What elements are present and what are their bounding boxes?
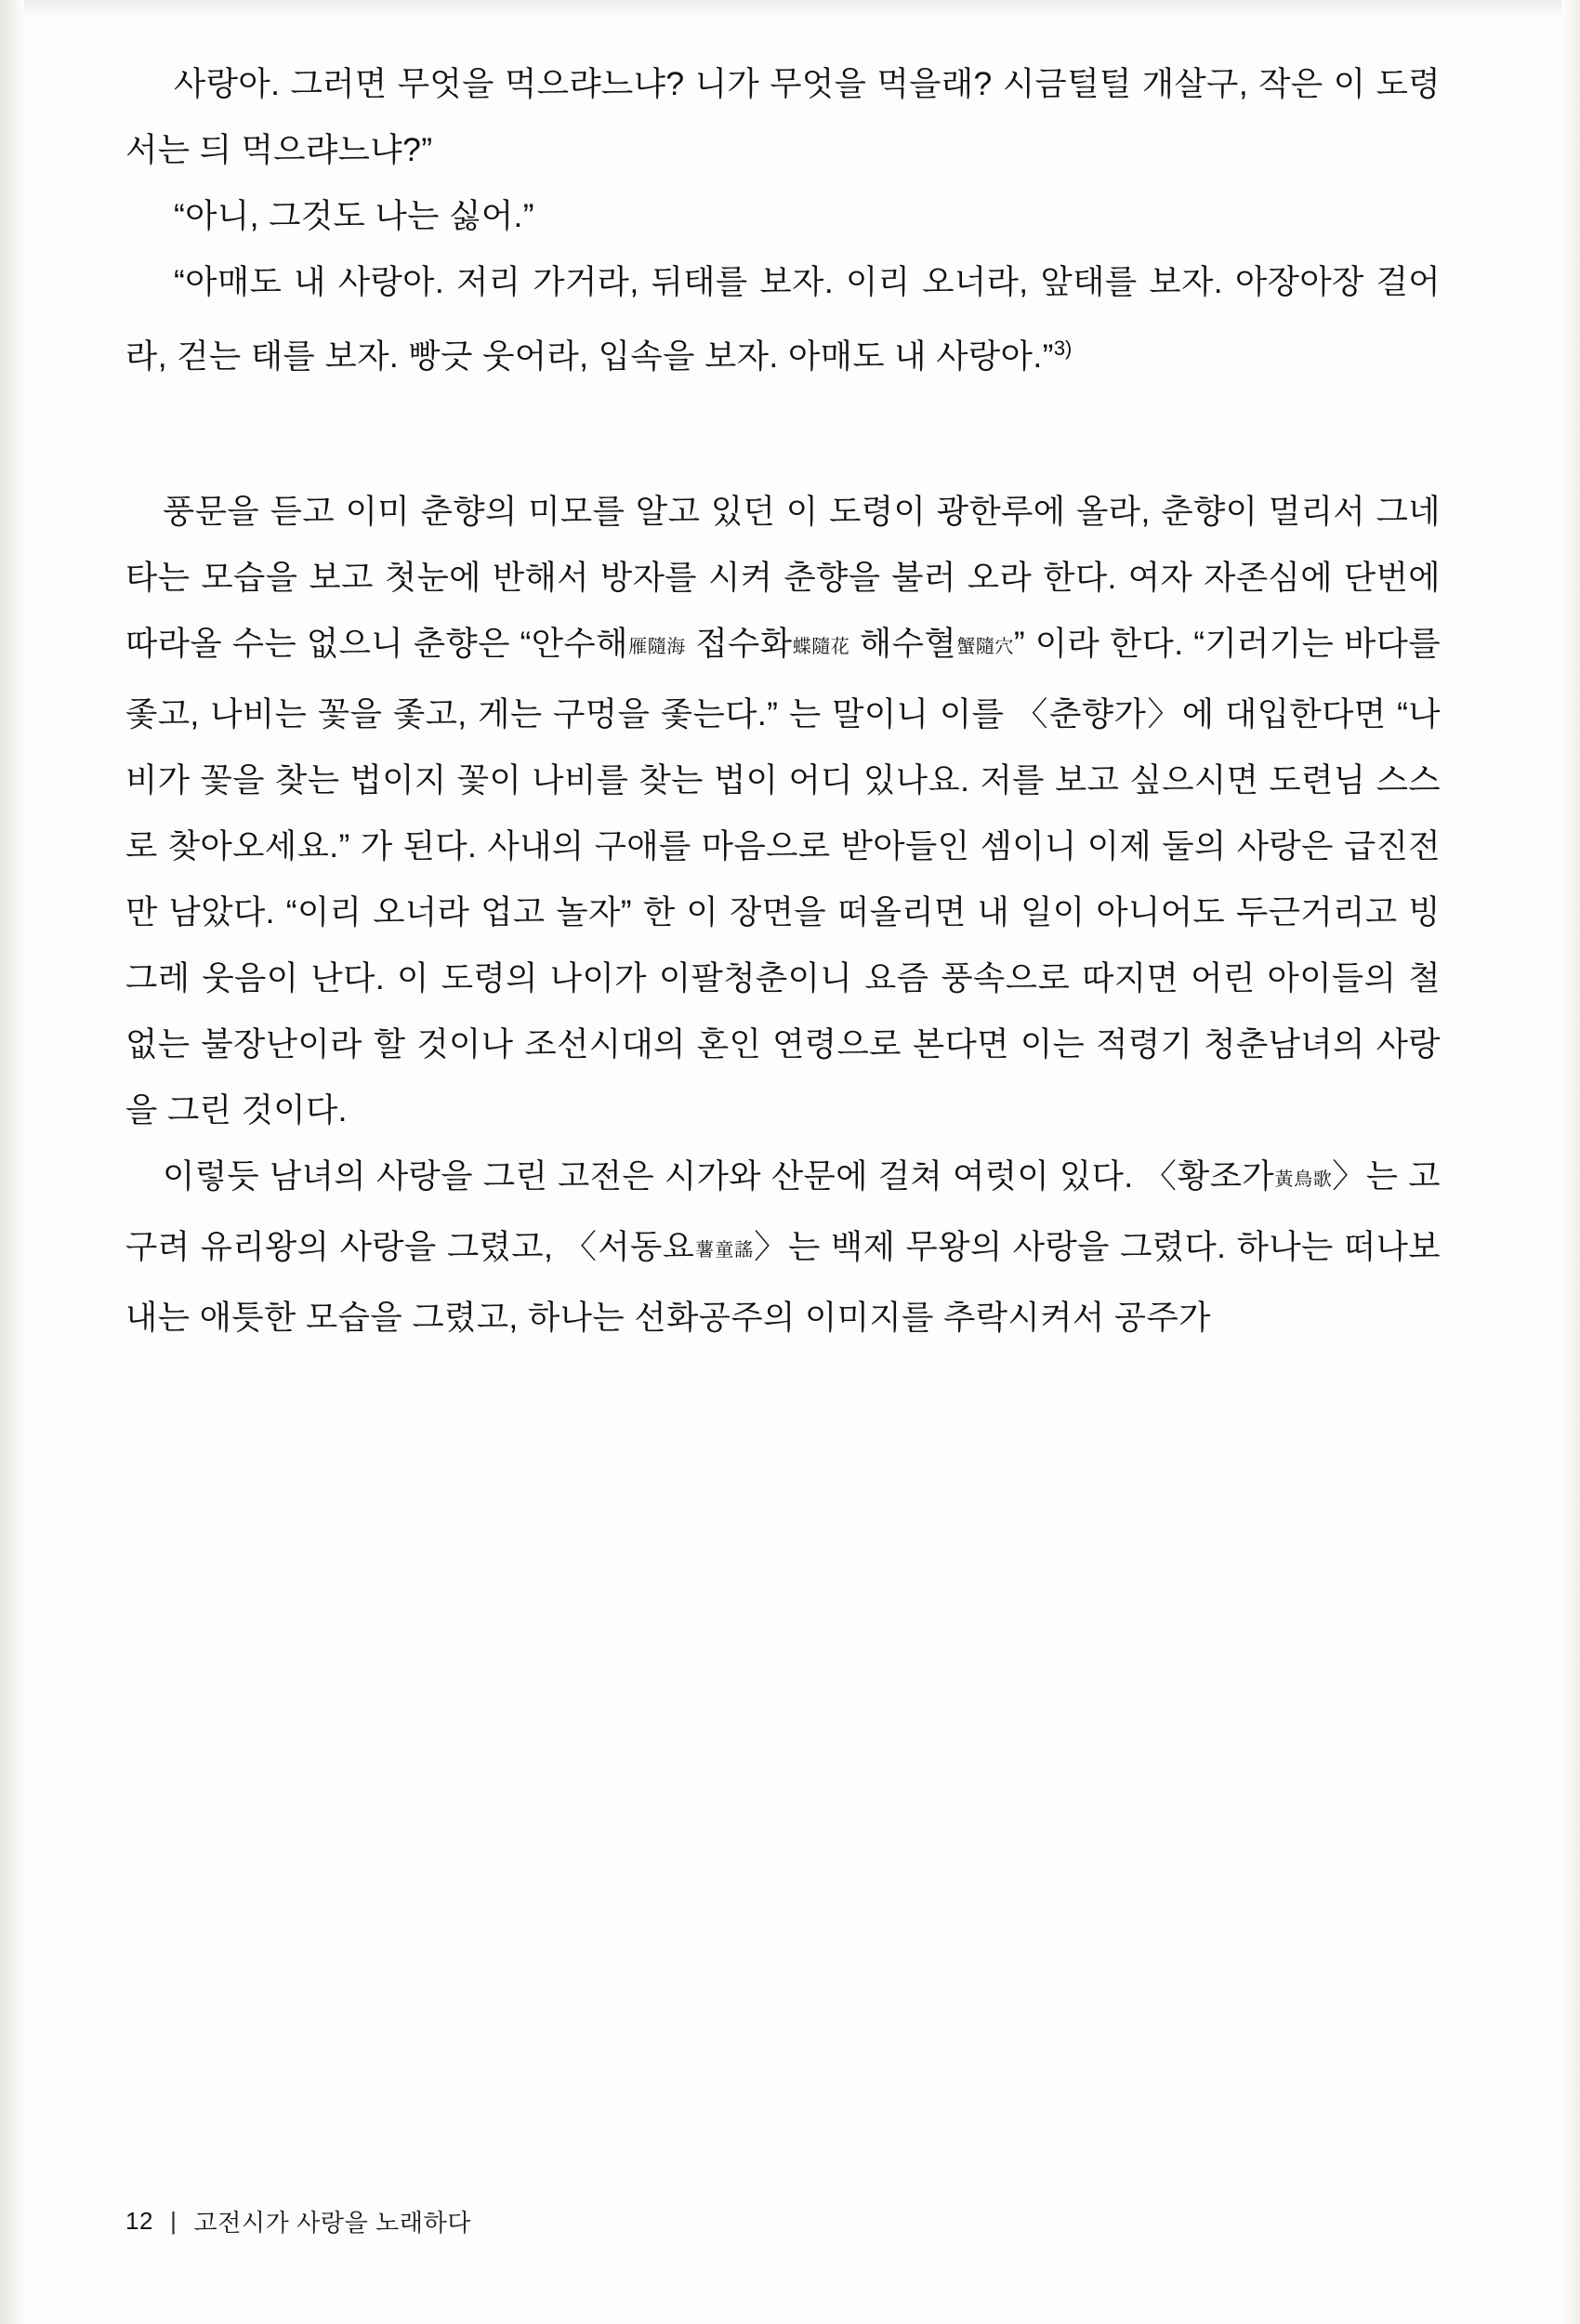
quote-line-2 [125,183,1441,249]
paragraph-2-seg-4: 해수혈 [849,624,957,662]
running-title: 고전시가 사랑을 노래하다 [193,2209,472,2237]
scan-edge-top [0,0,1580,17]
quote-line-3-text: “아매도 내 사랑아. 저리 가거라, 뒤태를 보자. 이리 오너라, 앞태를 보자. 아장아장 걸어라, 걷는 태를 보자. 빵긋 웃어라, 입속을 보자. 아매도 내 사랑아.” [125,263,1441,375]
paragraph-3-seg-0: 이렇듯 남녀의 사랑을 그린 고전은 시가와 산문에 걸쳐 여럿이 있다. 〈황조가 [163,1156,1274,1195]
quote-line-3 [125,249,1441,390]
page-body [125,51,1441,1351]
footnote-marker: 3) [1053,337,1073,360]
paragraph-3-seg-4: 〉는 백제 무왕의 사랑을 그렸다. 하나는 떠나보내는 애틋한 모습을 그렸고, 하나는 선화공주의 이미지를 추락시켜서 공주가 [125,1227,1442,1336]
paragraph-gap [125,390,1441,479]
quote-line-1-text: 사랑아. 그러면 무엇을 먹으랴느냐? 니가 무엇을 먹을래? 시금털털 개살구, 작은 이 도령 서는 듸 먹으랴느냐?” [125,65,1441,168]
hanja-ansuhae: 雁隨海 [627,634,686,657]
paragraph-3 [125,1143,1441,1351]
hanja-jeopsuhwa: 蝶隨花 [792,634,850,657]
paragraph-2-seg-2: 접수화 [685,624,793,662]
hanja-seodongyo: 薯童謠 [694,1237,755,1261]
paragraph-2-seg-0: 풍문을 듣고 이미 춘향의 미모를 알고 있던 이 도령이 광한루에 올라, 춘향이 멀리서 그네 타는 모습을 보고 첫눈에 반해서 방자를 시켜 춘향을 불러 오라 한다. 여자 자존심에 단번에 따라올 수는 없으니 춘향은 “안수해 [125,492,1441,662]
paragraph-3-seg-2: 〉는 고구려 유리왕의 사랑을 그렸고, 〈서동요 [125,1156,1442,1265]
quote-block [125,51,1441,390]
quote-line-1 [125,51,1441,183]
scan-edge-left [0,0,24,2324]
scan-edge-right [1561,0,1580,2324]
paragraph-2-seg-6: ” 이라 한다. “기러기는 바다를 좇고, 나비는 꽃을 좇고, 게는 구멍을 좇는다.” 는 말이니 이를 〈춘향가〉에 대입한다면 “나비가 꽃을 찾는 법이지 꽃이 나비를 찾는 법이 어디 있나요. 저를 보고 싶으시면 도련님 스스로 찾아오세요.” 가 된다. 사내의 구애를 마음으로 받아들인 셈이니 이제 둘의 사랑은 급진전만 남았다. “이리 오너라 업고 놀자” 한 이 장면을 떠올리면 내 일이 아니어도 두근거리고 빙그레 웃음이 난다. 이 도령의 나이가 이팔청춘이니 요즘 풍속으로 따지면 어린 아이들의 철없는 불장난이라 할 것이나 조선시대의 혼인 연령으로 본다면 이는 적령기 청춘남녀의 사랑을 그린 것이다. [125,624,1442,1129]
page-number: 12 [125,2207,154,2235]
hanja-hwangjoga: 黃鳥歌 [1273,1167,1333,1190]
page-footer [125,2204,471,2238]
paragraph-2 [125,479,1441,1143]
footer-separator: | [170,2207,178,2235]
quote-line-2-text: “아니, 그것도 나는 싫어.” [174,197,534,234]
hanja-haesuhyeol: 蟹隨穴 [956,634,1014,657]
